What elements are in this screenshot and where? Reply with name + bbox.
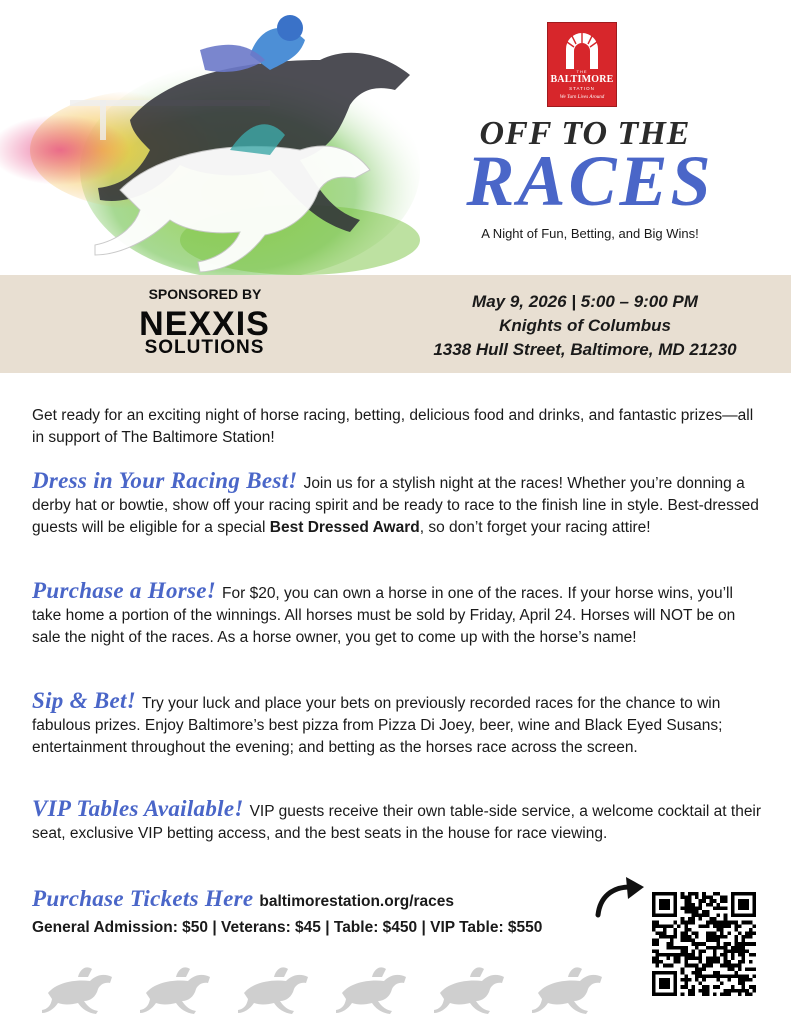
event-address: 1338 Hull Street, Baltimore, MD 21230: [433, 340, 737, 359]
logo-top-text: THE: [576, 69, 588, 74]
horse-silhouette-icon: [434, 967, 504, 1014]
title-top: OFF TO THE: [479, 115, 691, 152]
event-venue: Knights of Columbus: [499, 316, 671, 335]
horse-silhouette-icon: [532, 967, 602, 1014]
sip-heading: Sip & Bet!: [32, 688, 136, 713]
horse-section: [32, 580, 762, 649]
horse-silhouette-icon: [140, 967, 210, 1014]
logo-bottom-text: STATION: [569, 86, 595, 91]
event-date-time: May 9, 2026 | 5:00 – 9:00 PM: [472, 292, 698, 311]
intro-paragraph: Get ready for an exciting night of horse racing, betting, delicious food and drinks, and fantastic prizes—all in support of The Baltimore Station!: [32, 407, 754, 446]
curved-arrow-icon: [592, 875, 648, 919]
vip-text: VIP guests receive their own table-side service, a welcome cocktail at their seat, exclusive VIP betting access, and the best seats in the house for race viewing.: [32, 803, 762, 842]
vip-heading: VIP Tables Available!: [32, 796, 244, 821]
tickets-url[interactable]: baltimorestation.org/races: [259, 893, 455, 910]
horse-heading: Purchase a Horse!: [32, 578, 217, 603]
horse-silhouette-row: [30, 955, 630, 1015]
baltimore-station-logo: [547, 22, 617, 107]
arch-icon: [562, 31, 602, 69]
hero-horse-illustration: [0, 0, 440, 275]
title-main: RACES: [466, 141, 714, 221]
tickets-heading: Purchase Tickets Here: [32, 886, 254, 911]
logo-tagline: We Turn Lives Around: [559, 95, 605, 100]
qr-code[interactable]: [652, 892, 756, 996]
vip-section: [32, 798, 762, 845]
horse-silhouette-icon: [238, 967, 308, 1014]
logo-name: BALTIMORE: [550, 74, 614, 85]
sponsor-logo: [122, 305, 287, 360]
sponsored-by-label: SPONSORED BY: [148, 286, 262, 302]
sip-section: [32, 690, 762, 759]
event-info: [385, 290, 785, 362]
sponsor-sub: SOLUTIONS: [144, 337, 265, 358]
sip-text: Try your luck and place your bets on previously recorded races for the chance to win fabulous prizes. Enjoy Baltimore’s best pizza from Pizza Di Joey, beer, wine and Black Eyed Susans; entertainment throughout the evening; and betting as the horses race across the screen.: [32, 695, 723, 756]
dress-text: Join us for a stylish night at the races! Whether you’re donning a derby hat or bowtie, show off your racing spirit and be ready to race to the finish line in style. Best-dressed guests will be eligible for a special: [32, 475, 759, 536]
subtitle: A Night of Fun, Betting, and Big Wins!: [481, 226, 699, 241]
dress-heading: Dress in Your Racing Best!: [32, 468, 298, 493]
dress-text-after: , so don’t forget your racing attire!: [419, 519, 651, 536]
sponsor-name: NEXXIS: [139, 305, 270, 343]
ticket-prices: General Admission: $50 | Veterans: $45 | Table: $450 | VIP Table: $550: [32, 919, 543, 936]
dress-award: Best Dressed Award: [269, 519, 420, 536]
horse-silhouette-icon: [336, 967, 406, 1014]
dress-section: [32, 470, 762, 539]
horse-text: For $20, you can own a horse in one of the races. If your horse wins, you’ll take home a portion of the winnings. All horses must be sold by Friday, April 24. Horses will NOT be on sale the night of the races. As a horse owner, you get to come up with the horse’s name!: [32, 585, 736, 646]
horse-silhouette-icon: [42, 967, 112, 1014]
